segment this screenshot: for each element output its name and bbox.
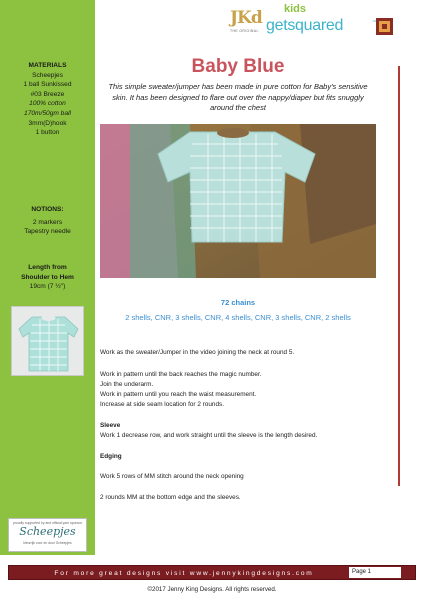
edging-text: 2 rounds MM at the bottom edge and the sleeves. [100,494,241,501]
copyright-notice: ©2017 Jenny King Designs. All rights reserved. [147,586,277,593]
square-logo-icon [376,18,393,35]
edging-heading: Edging [100,453,122,460]
length-heading-line: Shoulder to Hem [21,273,74,281]
pattern-row: 2 shells, CNR, 3 shells, CNR, 4 shells, CNR, 3 shells, CNR, 2 shells [125,313,351,322]
materials-item: #03 Breeze [30,90,65,98]
materials-item: Scheepjes [32,71,63,79]
notions-item: Tapestry needle [24,228,71,236]
sweater-thumbnail [11,306,84,376]
sleeve-heading: Sleeve [100,422,121,429]
footer-website-text[interactable]: For more great designs visit www.jennykingdesigns.com [54,569,314,577]
instruction-text: Work in pattern until the back reaches the magic number. [100,371,262,378]
sweater-main-photo [100,124,376,278]
jkd-logo-subtext: THE ORIGINAL [230,29,259,33]
brand-logo [228,5,388,53]
edging-text: Work 5 rows of MM stitch around the neck opening [100,473,244,480]
intro-paragraph: This simple sweater/jumper has been made in pure cotton for Baby's sensitive skin. It has been designed to flare out over the nappy/diaper but fits snuggly around the chest [108,82,368,113]
materials-item: 1 ball Sunkissed [23,81,72,89]
length-section [0,263,95,292]
length-heading-line: Length from [28,264,67,271]
length-value: 19cm (7 ½") [29,283,66,291]
instruction-text: Work in pattern until you reach the waist measurement. [100,391,257,398]
sponsor-brand: Scheepjes [19,525,76,538]
getsquared-logo-text: getsquared [266,17,344,34]
scheepjes-sponsor-logo [8,518,87,552]
kids-logo-text: kids [284,3,307,15]
sponsor-tagline: kleurrijk voor en door Scheepjes [23,541,72,545]
chain-count: 72 chains [220,298,256,307]
jkd-logo-text: JKd [230,8,262,28]
instruction-text: Work as the sweater/Jumper in the video joining the neck at round 5. [100,349,295,356]
footer-bar [8,565,416,580]
sleeve-text: Work 1 decrease row, and work straight until the sleeve is the length desired. [100,432,318,439]
sponsor-caption: proudly supported by and official yarn sponsor [12,521,83,525]
notions-item: 2 markers [32,218,63,226]
page-number: Page 1 [349,567,401,578]
materials-section [0,61,95,138]
materials-item: 1 button [35,129,60,137]
instruction-text: Join the underarm. [100,381,154,388]
page-title: Baby Blue [191,56,285,77]
materials-item: 3mm(D)hook [28,119,67,127]
materials-item: 100% cotton [29,100,66,108]
notions-section [0,205,95,237]
materials-item: 170m/50gm ball [24,109,71,117]
instruction-text: Increase at side seam location for 2 rounds. [100,401,224,408]
notions-heading: NOTIONS: [31,206,64,213]
materials-heading: MATERIALS [28,62,67,69]
trademark-mark: ™ [372,19,376,24]
